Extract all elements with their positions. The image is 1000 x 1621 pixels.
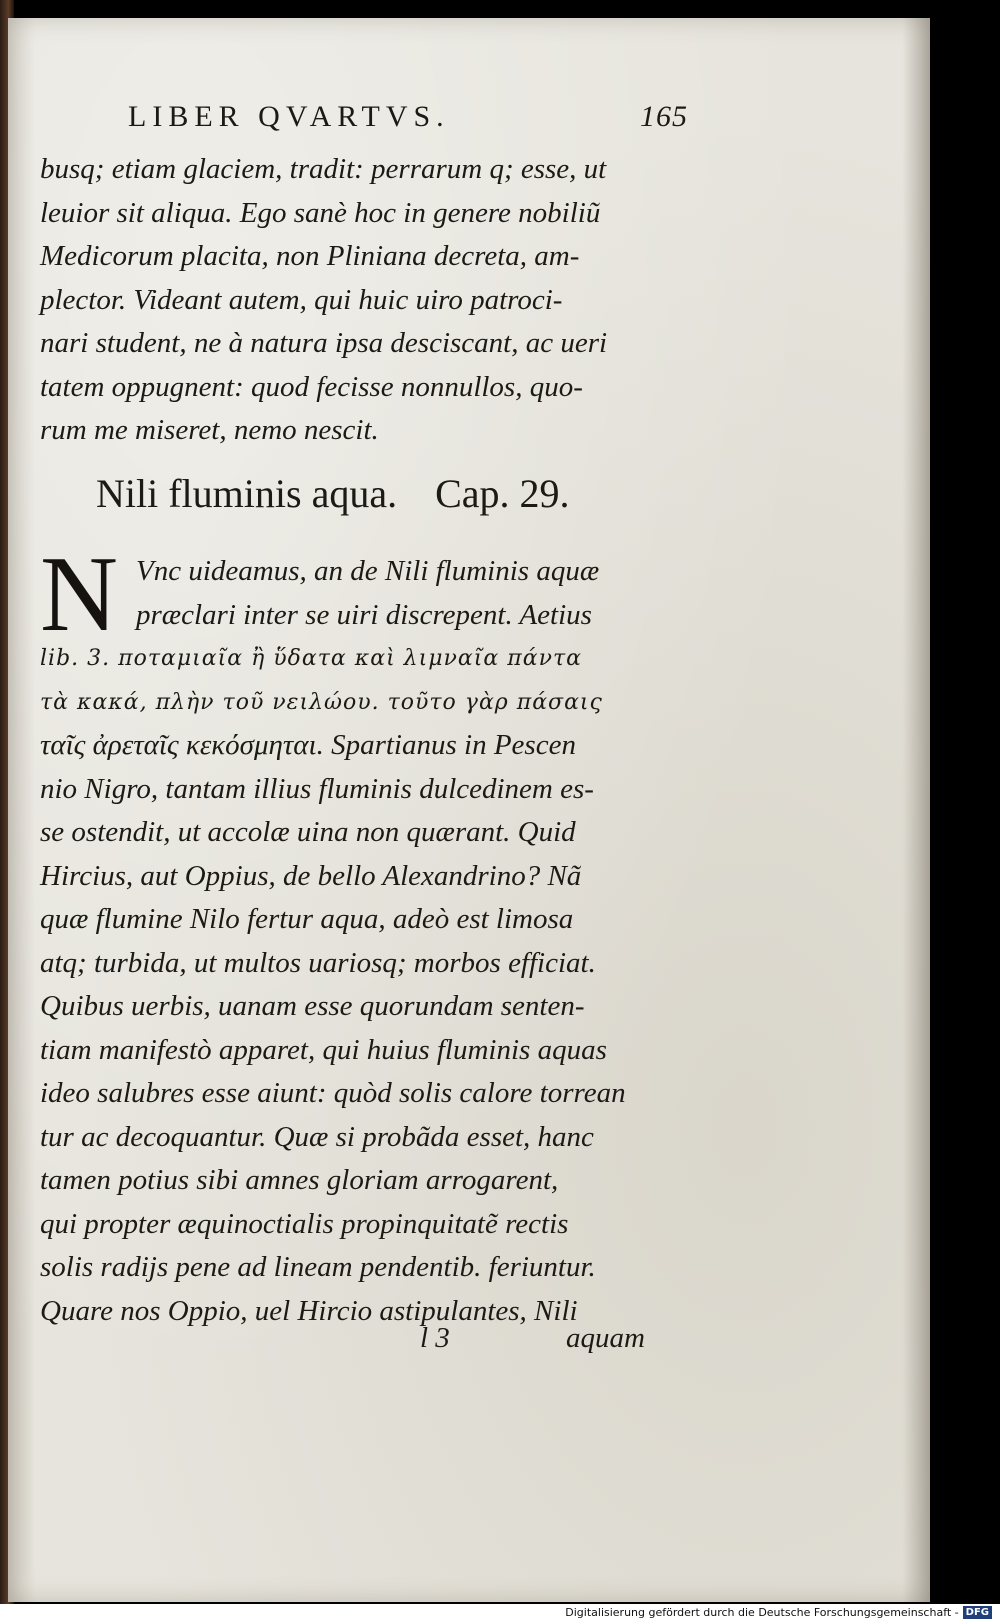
text-line: Hircius, aut Oppius, de bello Alexandrino? Nã (40, 859, 582, 892)
text-line: Vnc uideamus, an de Nili fluminis aquæ (136, 555, 600, 587)
text-line: quæ flumine Nilo fertur aqua, adeò est limosa (40, 903, 574, 935)
text-line: leuior sit aliqua. Ego sanè hoc in genere nobiliũ (40, 196, 601, 229)
running-title: LIBER QVARTVS. (128, 100, 450, 133)
digitization-credit (0, 1604, 1000, 1621)
text-line: atq; turbida, ut multos uariosq; morbos efficiat. (40, 946, 596, 979)
folio-number: 165 (640, 100, 688, 133)
dfg-logo: DFG (963, 1606, 992, 1619)
catchword: aquam (566, 1322, 645, 1354)
running-header (128, 100, 688, 134)
text-line: tatem oppugnent: quod fecisse nonnullos, quo- (40, 370, 583, 403)
text-line: qui propter æquinoctialis propinquitatẽ rectis (40, 1207, 569, 1240)
chapter-heading (96, 470, 570, 517)
greek-line: τὰ κακά, πλὴν τοῦ νειλώου. τοῦτο γὰρ πάσαις (40, 689, 603, 715)
chapter-number: Cap. 29. (435, 471, 570, 516)
paragraph-2 (40, 535, 680, 1333)
drop-cap: N (40, 535, 118, 654)
text-line: Medicorum placita, non Pliniana decreta, am- (40, 240, 580, 272)
text-line: ideo salubres esse aiunt: quòd solis calore torrean (40, 1077, 626, 1109)
text-line: se ostendit, ut accolæ uina non quærant. Quid (40, 816, 576, 848)
text-line: tamen potius sibi amnes gloriam arrogarent, (40, 1164, 559, 1196)
text-line: tiam manifestò apparet, qui huius fluminis aquas (40, 1033, 607, 1066)
text-line: præclari inter se uiri discrepent. Aetius (136, 598, 592, 631)
text-line: plector. Videant autem, qui huic uiro patroci- (40, 283, 563, 316)
text-line: solis radijs pene ad lineam pendentib. feriuntur. (40, 1251, 596, 1283)
text-line: nio Nigro, tantam illius fluminis dulcedinem es- (40, 772, 594, 805)
text-line: rum me miseret, nemo nescit. (40, 414, 379, 446)
text-line: nari student, ne à natura ipsa desciscant, ac ueri (40, 327, 608, 359)
greek-line: lib. 3. ποταμιαῖα ἢ ὕδατα καὶ λιμναῖα πάντα (40, 646, 582, 671)
text-line: Quare nos Oppio, uel Hircio astipulantes, Nili (40, 1294, 578, 1327)
text-line: Quibus uerbis, uanam esse quorundam senten- (40, 990, 585, 1022)
chapter-title: Nili fluminis aqua. (96, 471, 398, 516)
signature-mark: l 3 (420, 1322, 450, 1354)
credit-text: Digitalisierung gefördert durch die Deutsche Forschungsgemeinschaft - (565, 1606, 959, 1619)
text-line: ταῖς ἀρεταῖς κεκόσμηται. Spartianus in Pescen (40, 729, 576, 761)
text-line: busq; etiam glaciem, tradit: perrarum q; esse, ut (40, 153, 607, 185)
text-line: tur ac decoquantur. Quæ si probãda esset, hanc (40, 1120, 594, 1153)
paragraph-1 (40, 148, 680, 453)
